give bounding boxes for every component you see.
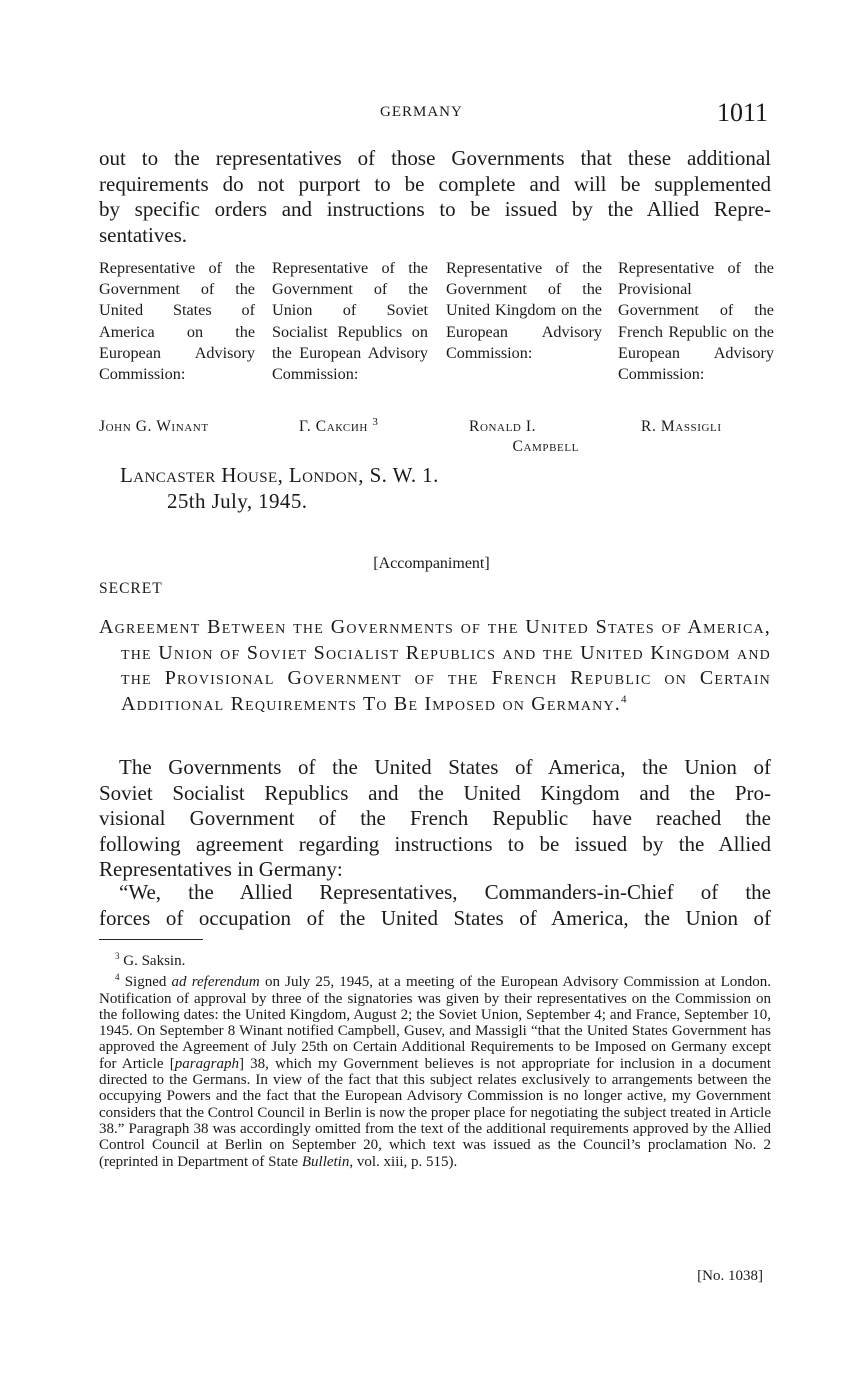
signatory-designation-ussr: Representative of the Government of the Union of Soviet Socialist Republics on the European Advisory Commission:	[272, 259, 428, 384]
text-line: requirements do not purport to be complete and will be supplemented	[99, 171, 771, 196]
document-number: [No. 1038]	[697, 1268, 763, 1284]
footnote-4	[99, 969, 771, 1170]
text-line: following agreement regarding instructions to be issued by the Allied	[99, 831, 771, 856]
footnotes	[99, 948, 771, 1170]
text-line: “We, the Allied Representatives, Commanders-in-Chief of the	[119, 880, 771, 904]
date: 25th July, 1945.	[167, 489, 308, 513]
signature-france: R. Massigli	[641, 418, 722, 435]
running-head	[0, 98, 863, 128]
footnote-3-text: G. Saksin.	[123, 953, 186, 969]
signature-uk	[469, 417, 579, 457]
footnote-4-text: ] 38, which my Government believes is not appropriate for inclusion in a document directed to the Germans. In view of the fact that this subject relates exclusively to arrangements between the occupying Powers and the fact that the European Advisory Commission is no longer active, my Government considers that the Control Council in Berlin is now the proper place for negotiating the subject treated in Article 38.” Paragraph 38 was accordingly omitted from the text of the additional requirements approved by the Allied Control Council at Berlin on September 20, which text was issued as the Council’s proclamation No. 2 (reprinted in Department of State	[99, 1055, 771, 1170]
place-date-block	[120, 462, 439, 514]
footnote-4-marker: 4	[115, 972, 120, 983]
footnote-4-text: on July 25, 1945, at a meeting of the European Advisory Commission at London. Notification of approval by three of the signatories was given by their representatives on the Commission on the following dates: the United Kingdom, August 2; the Soviet Union, September 4; and France, September 10, 1945. On September 8 Winant notified Campbell, Gusev, and Massigli “that the United States Government has approved the Agreement of July 25th on Certain Additional Requirements to be Imposed on Germany except for Article [	[99, 974, 771, 1072]
text-line: by specific orders and instructions to be issued by the Allied Repre-	[99, 197, 771, 222]
agreement-title	[99, 615, 771, 717]
signature-ussr-name: Г. Саксин	[299, 418, 368, 435]
text-line: visional Government of the French Republic have reached the	[99, 806, 771, 831]
signatory-columns	[99, 258, 774, 408]
opening-paragraph	[99, 146, 771, 248]
running-title: GERMANY	[380, 104, 463, 120]
page-number: 1011	[716, 98, 768, 127]
signatory-designation-us: Representative of the Government of the United States of America on the European Advisory Commission:	[99, 259, 255, 384]
footnote-4-italic: Bulletin	[301, 1153, 350, 1170]
footnote-4-italic: ad referendum	[171, 974, 260, 991]
agreement-quote-paragraph	[99, 880, 771, 931]
text-line: The Governments of the United States of America, the Union of	[119, 755, 771, 779]
footnote-ref-4: 4	[620, 693, 628, 706]
footnote-4-text: , vol. xiii, p. 515).	[349, 1153, 458, 1170]
place: Lancaster House, London, S. W. 1.	[120, 463, 439, 487]
signatory-designation-france: Representative of the Provisional Government of the French Republic on the European Advisory Commission:	[618, 259, 774, 384]
signature-uk-line2: Campbell	[512, 438, 579, 455]
agreement-body-paragraph	[99, 755, 771, 883]
footnote-3-marker: 3	[115, 951, 120, 961]
signatory-designation-uk: Representative of the Government of the United Kingdom on the European Advisory Commission:	[446, 259, 602, 362]
signature-us: John G. Winant	[99, 418, 209, 435]
text-line: Representatives in Germany:	[99, 857, 343, 882]
text-line: sentatives.	[99, 222, 188, 247]
classification-label: SECRET	[99, 580, 163, 597]
text-line: forces of occupation of the United States of America, the Union of	[99, 905, 771, 930]
footnote-4-text: Signed	[124, 974, 172, 991]
text-line: Soviet Socialist Republics and the United Kingdom and the Pro-	[99, 780, 771, 805]
signature-uk-line1: Ronald I.	[469, 418, 537, 435]
footnote-4-italic: paragraph	[174, 1055, 239, 1072]
accompaniment-label: [Accompaniment]	[373, 555, 490, 572]
text-line: out to the representatives of those Governments that these additional	[99, 146, 771, 170]
footnote-rule	[99, 939, 203, 940]
footnote-3	[99, 948, 771, 969]
signature-ussr	[299, 417, 379, 437]
agreement-title-text: Agreement Between the Governments of the United States of America, the Union of Soviet Socialist Republics and the United Kingdom and the Provisional Government of the French Republic on Certain Additional Requirements To Be Imposed on Germany.	[99, 616, 771, 715]
footnote-ref-3: 3	[372, 415, 379, 428]
